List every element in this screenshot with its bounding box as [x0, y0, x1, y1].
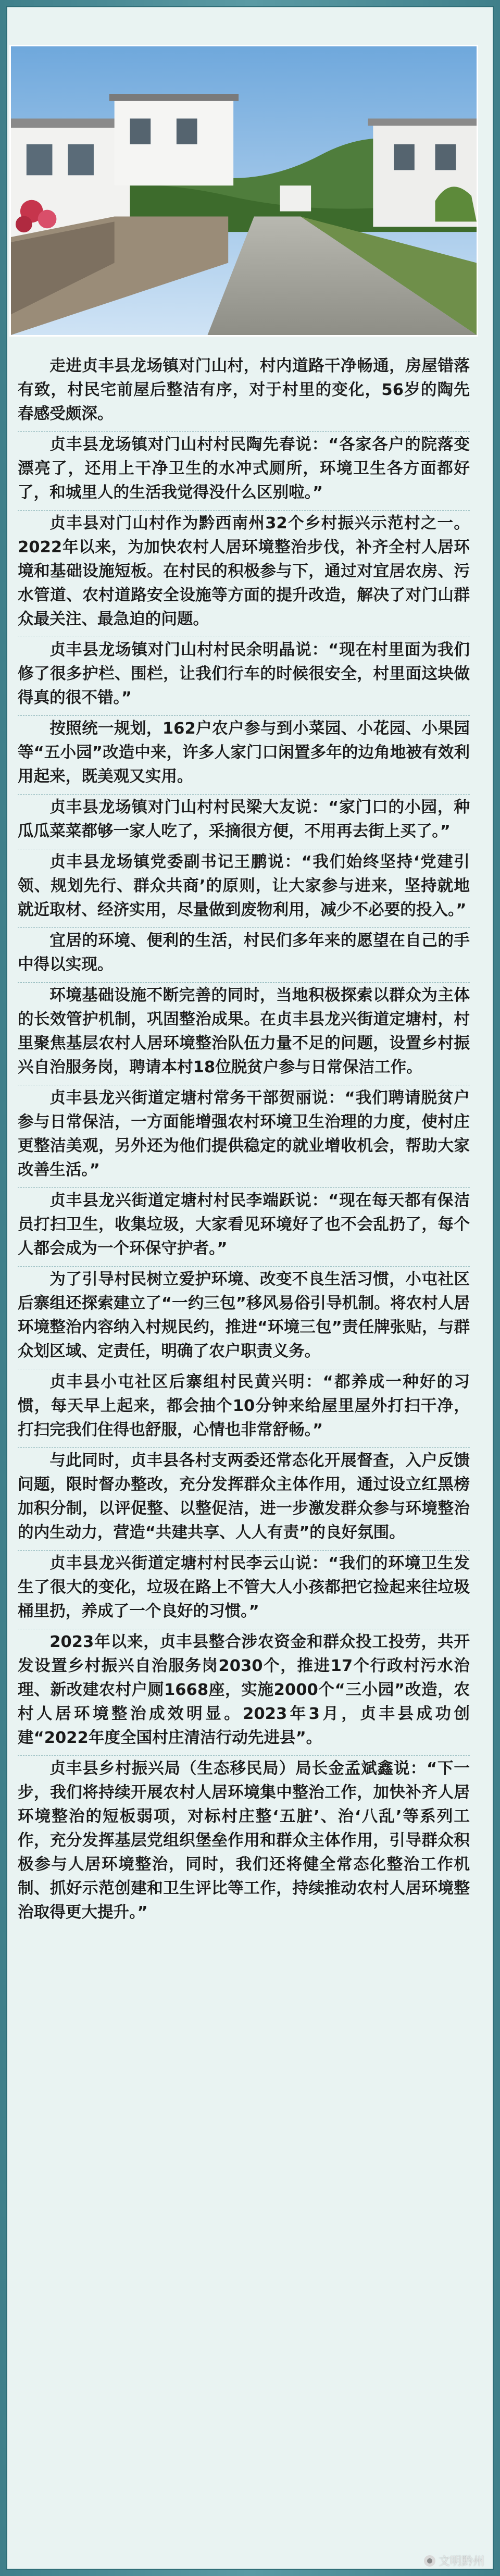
paragraph: 为了引导村民树立爱护环境、改变不良生活习惯，小屯社区后寨组还探索建立了“一约三包”移风易俗引导机制。将农村人居环境整治内容纳入村规民约，推进“环境三包”责任牌张贴，与群众划区域、定责任，明确了农户职责义务。 [18, 1268, 470, 1369]
paragraph: 贞丰县龙兴街道定塘村常务干部贺丽说：“我们聘请脱贫户参与日常保洁，一方面能增强农村环境卫生治理的力度，使村庄更整洁美观，另外还为他们提供稳定的就业增收机会，帮助大家改善生活。” [18, 1086, 470, 1188]
paragraph: 贞丰县龙场镇对门山村村民余明晶说：“现在村里面为我们修了很多护栏、围栏，让我们行车的时候很安全，村里面这块做得真的很不错。” [18, 638, 470, 716]
paragraph: 宜居的环境、便利的生活，村民们多年来的愿望在自己的手中得以实现。 [18, 929, 470, 983]
paragraph: 2023年以来，贞丰县整合涉农资金和群众投工投劳，共开发设置乡村振兴自治服务岗2030个，推进17个行政村污水治理、新改建农村户厕1668座，实施2000个“三小园”改造，农村人居环境整治成效明显。2023年3月，贞丰县成功创建“2022年度全国村庄清洁行动先进县”。 [18, 1630, 470, 1756]
wechat-logo-icon [424, 2555, 435, 2567]
paragraph: 环境基础设施不断完善的同时，当地积极探索以群众为主体的长效管护机制，巩固整治成果。在贞丰县龙兴街道定塘村，村里聚焦基层农村人居环境整治队伍力量不足的问题，设置乡村振兴自治服务岗，聘请本村18位脱贫户参与日常保洁工作。 [18, 984, 470, 1085]
paragraph: 与此同时，贞丰县各村支两委还常态化开展督查，入户反馈问题，限时督办整改，充分发挥群众主体作用，通过设立红黑榜加积分制，以评促整、以整促洁，进一步激发群众参与环境整治的内生动力，营造“共建共享、人人有责”的良好氛围。 [18, 1449, 470, 1551]
paragraph: 贞丰县龙兴街道定塘村村民李端跃说：“现在每天都有保洁员打扫卫生，收集垃圾，大家看见环境好了也不会乱扔了，每个人都会成为一个环保守护者。” [18, 1189, 470, 1267]
paragraph: 贞丰县小屯社区后寨组村民黄兴明：“都养成一种好的习惯，每天早上起来，都会抽个10分钟来给屋里屋外打扫干净，打扫完我们住得也舒服，心情也非常舒畅。” [18, 1370, 470, 1448]
paragraph: 贞丰县龙场镇党委副书记王鹏说：“我们始终坚持‘党建引领、规划先行、群众共商’的原则，让大家参与进来，坚持就地就近取材、经济实用，尽量做到废物利用，减少不必要的投入。” [18, 850, 470, 928]
paragraph: 贞丰县乡村振兴局（生态移民局）局长金孟斌鑫说：“下一步，我们将持续开展农村人居环境集中整治工作，加快补齐人居环境整治的短板弱项，对标村庄整‘五脏’、治‘八乱’等系列工作，充分发挥基层党组织堡垒作用和群众主体作用，引导群众积极参与人居环境整治，同时，我们还将健全常态化整治工作机制、抓好示范创建和卫生评比等工作，持续推动农村人居环境整治取得更大提升。” [18, 1760, 470, 1922]
paragraph: 贞丰县龙兴街道定塘村村民李云山说：“我们的环境卫生发生了很大的变化，垃圾在路上不管大人小孩都把它捡起来往垃圾桶里扔，养成了一个良好的习惯。” [18, 1552, 470, 1629]
village-photo-image [11, 46, 477, 335]
village-photo [9, 45, 478, 337]
article-body [18, 354, 470, 1931]
watermark [424, 2553, 484, 2569]
watermark-text: 文明黔州 [438, 2555, 484, 2568]
paragraph: 按照统一规划，162户农户参与到小菜园、小花园、小果园等“五小园”改造中来，许多人家门口闲置多年的边角地被有效利用起来，既美观又实用。 [18, 717, 470, 795]
paragraph: 贞丰县龙场镇对门山村村民梁大友说：“家门口的小园，种瓜瓜菜菜都够一家人吃了，采摘很方便，不用再去街上买了。” [18, 796, 470, 849]
paragraph: 贞丰县龙场镇对门山村村民陶先春说：“各家各户的院落变漂亮了，还用上干净卫生的水冲式厕所，环境卫生各方面都好了，和城里人的生活我觉得没什么区别啦。” [18, 433, 470, 511]
paragraph: 走进贞丰县龙场镇对门山村，村内道路干净畅通，房屋错落有致，村民宅前屋后整洁有序，对于村里的变化，56岁的陶先春感受颇深。 [18, 354, 470, 432]
paragraph: 贞丰县对门山村作为黔西南州32个乡村振兴示范村之一。2022年以来，为加快农村人居环境整治步伐，补齐全村人居环境和基础设施短板。在村民的积极参与下，通过对宜居农房、污水管道、农村道路安全设施等方面的提升改造，解决了对门山群众最关注、最急迫的问题。 [18, 512, 470, 637]
